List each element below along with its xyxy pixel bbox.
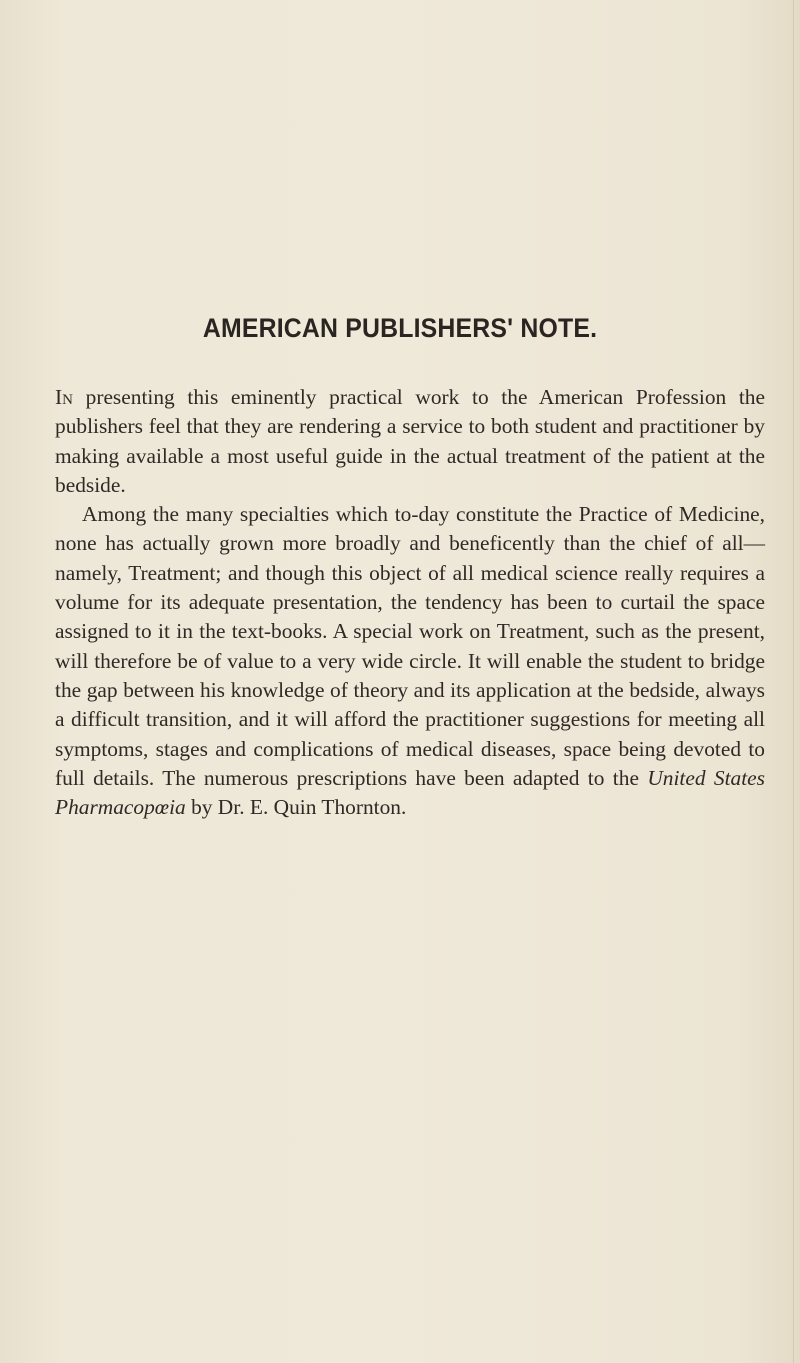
paragraph-1-text: presenting this eminently practical work to the American Profession the publishers feel that they are rendering a service to both student and practitioner by making available a most useful guide in the actual treatment of the patient at the bedside. [55,385,765,497]
note-body [55,383,765,822]
paragraph-2-ending: by Dr. E. Quin Thornton. [185,795,407,820]
lead-word: In [55,385,73,409]
paragraph-2 [55,500,765,822]
pharmacopoeia-title: United States Pharmacopœia [55,765,765,820]
paragraph-2-text: Among the many specialties which to-day constitute the Practice of Medicine, none has actually grown more broadly and beneficently than the chief of all—namely, Treatment; and though this object of all medical science really requires a volume for its adequate presentation, the tendency has been to curtail the space assigned to it in the text-books. A special work on Treatment, such as the present, will therefore be of value to a very wide circle. It will enable the student to bridge the gap between his knowledge of theory and its application at the bedside, always a difficult transition, and it will afford the practitioner suggestions for meeting all symptoms, stages and complications of medical diseases, space being devoted to full details. The numerous prescriptions have been adapted to the [55,502,765,790]
page-title: AMERICAN PUBLISHERS' NOTE. [202,313,598,343]
page-edge [793,0,794,1363]
paragraph-1 [55,383,765,500]
